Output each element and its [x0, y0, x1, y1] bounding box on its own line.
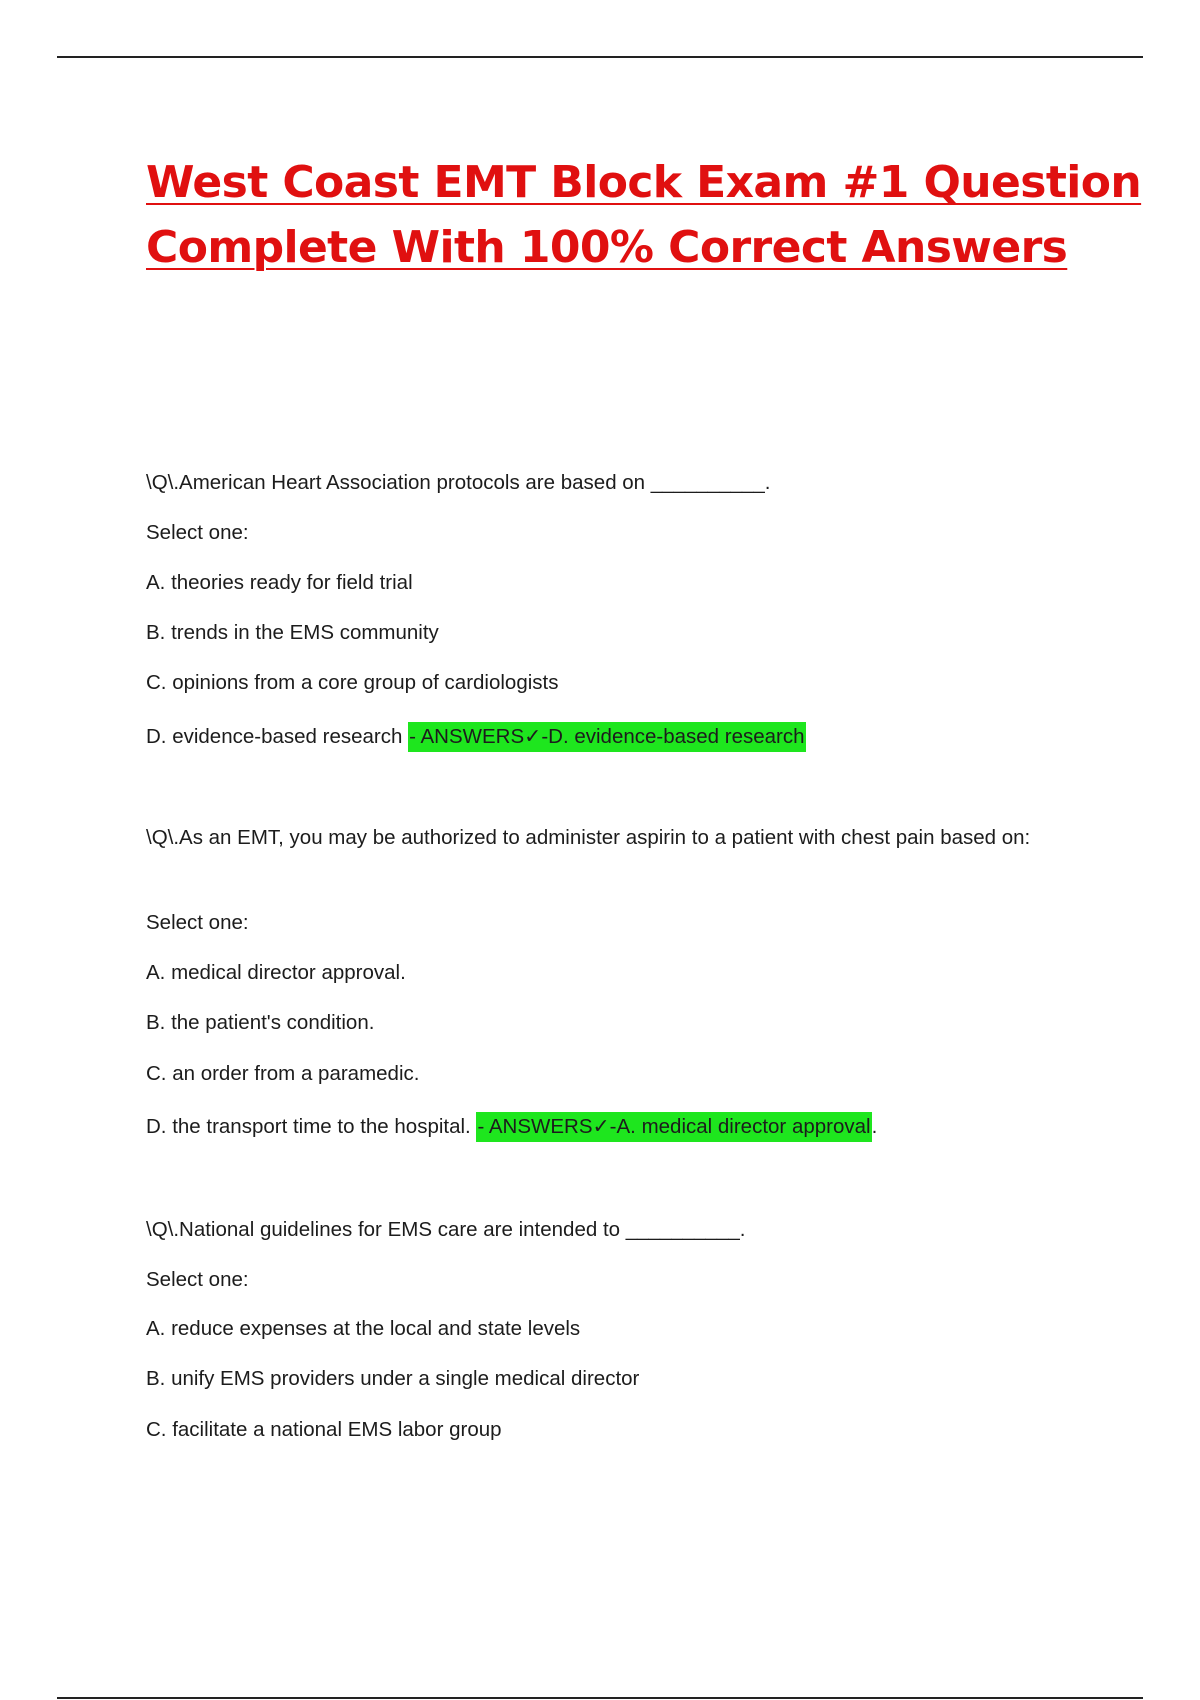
top-divider: [57, 56, 1143, 58]
option-c: C. opinions from a core group of cardiologists: [146, 671, 559, 694]
answer-highlight: - ANSWERS✓-A. medical director approval: [476, 1112, 871, 1142]
option-c: C. an order from a paramedic.: [146, 1062, 420, 1085]
question-prompt: \Q\.American Heart Association protocols are based on __________.: [146, 471, 771, 494]
option-d-with-answer: [146, 720, 806, 754]
select-one-label: Select one:: [146, 911, 249, 934]
option-b: B. unify EMS providers under a single medical director: [146, 1367, 640, 1390]
bottom-divider: [57, 1697, 1143, 1699]
answer-suffix: .: [871, 1115, 878, 1138]
select-one-label: Select one:: [146, 1268, 249, 1291]
option-a: A. medical director approval.: [146, 961, 406, 984]
option-d: D. evidence-based research: [146, 725, 403, 748]
title-line-1: West Coast EMT Block Exam #1 Question: [146, 157, 1142, 208]
option-c: C. facilitate a national EMS labor group: [146, 1418, 502, 1441]
question-prompt: \Q\.National guidelines for EMS care are intended to __________.: [146, 1218, 746, 1241]
option-a: A. theories ready for field trial: [146, 571, 413, 594]
question-prompt: \Q\.As an EMT, you may be authorized to administer aspirin to a patient with chest pain based on:: [146, 826, 1031, 849]
select-one-label: Select one:: [146, 521, 249, 544]
option-a: A. reduce expenses at the local and state levels: [146, 1317, 581, 1340]
document-title: [146, 150, 1142, 280]
option-b: B. the patient's condition.: [146, 1011, 375, 1034]
title-line-2: Complete With 100% Correct Answers: [146, 222, 1068, 273]
option-b: B. trends in the EMS community: [146, 621, 439, 644]
option-d-with-answer: [146, 1110, 877, 1144]
answer-highlight: - ANSWERS✓-D. evidence-based research: [408, 722, 805, 752]
option-d: D. the transport time to the hospital.: [146, 1115, 471, 1138]
